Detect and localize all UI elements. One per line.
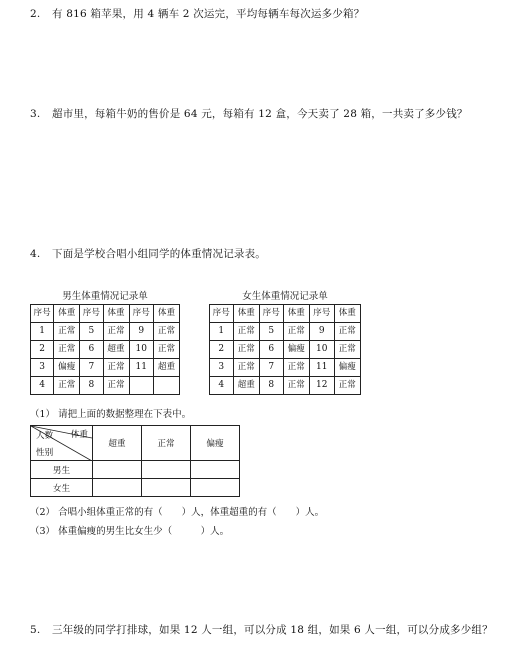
weight-cell: 偏瘦 (334, 359, 360, 377)
column-header: 序号 (309, 305, 334, 323)
column-header: 序号 (259, 305, 283, 323)
weight-cell: 偏瘦 (283, 341, 309, 359)
id-cell: 3 (31, 359, 54, 377)
column-header: 体重 (153, 305, 179, 323)
column-header: 正常 (142, 426, 191, 461)
weight-cell: 正常 (54, 323, 80, 341)
answer-cell[interactable] (191, 479, 240, 497)
question-3 (30, 106, 468, 121)
boys-table-title: 男生体重情况记录单 (62, 291, 148, 302)
column-header: 体重 (233, 305, 259, 323)
weight-cell: 正常 (103, 359, 129, 377)
question-2 (30, 6, 364, 21)
id-cell: 6 (80, 341, 103, 359)
id-cell: 5 (80, 323, 103, 341)
id-cell: 1 (31, 323, 54, 341)
weight-cell: 正常 (334, 323, 360, 341)
answer-cell[interactable] (142, 479, 191, 497)
id-cell: 6 (259, 341, 283, 359)
table-row (31, 377, 180, 395)
question-number: 5. (30, 624, 41, 636)
weight-cell: 正常 (153, 341, 179, 359)
summary-table (30, 425, 240, 497)
question-number: 2. (30, 8, 41, 20)
girls-table-title: 女生体重情况记录单 (242, 291, 328, 302)
table-row (210, 377, 361, 395)
question-number: 4. (30, 248, 41, 260)
row-header: 男生 (31, 461, 93, 479)
id-cell: 10 (309, 341, 334, 359)
id-cell: 9 (309, 323, 334, 341)
id-cell: 12 (309, 377, 334, 395)
girls-weight-table (209, 304, 361, 395)
column-header: 序号 (210, 305, 234, 323)
sub-question-2: （2） 合唱小组体重正常的有（ ）人，体重超重的有（ ）人。 (30, 507, 325, 518)
weight-cell: 正常 (153, 323, 179, 341)
answer-cell[interactable] (93, 479, 142, 497)
table-row (31, 341, 180, 359)
sub-question-1: （1） 请把上面的数据整理在下表中。 (30, 409, 192, 420)
sub-question-3: （3） 体重偏瘦的男生比女生少（ ）人。 (30, 526, 230, 537)
id-cell (129, 377, 153, 395)
question-5 (30, 622, 493, 637)
id-cell: 10 (129, 341, 153, 359)
id-cell: 7 (80, 359, 103, 377)
diag-count-label: 人数 (36, 431, 54, 441)
diagonal-header-cell (31, 426, 93, 461)
id-cell: 4 (210, 377, 234, 395)
weight-cell: 正常 (54, 377, 80, 395)
weight-cell: 正常 (334, 377, 360, 395)
id-cell: 7 (259, 359, 283, 377)
answer-cell[interactable] (142, 461, 191, 479)
answer-cell[interactable] (191, 461, 240, 479)
weight-cell: 正常 (233, 323, 259, 341)
weight-cell: 正常 (283, 377, 309, 395)
weight-cell: 正常 (233, 359, 259, 377)
weight-cell: 超重 (103, 341, 129, 359)
weight-cell: 偏瘦 (54, 359, 80, 377)
table-row (31, 359, 180, 377)
id-cell: 1 (210, 323, 234, 341)
weight-cell: 正常 (283, 323, 309, 341)
table-row (210, 341, 361, 359)
question-text: 三年级的同学打排球，如果 12 人一组，可以分成 18 组，如果 6 人一组，可以分成多少组？ (52, 624, 493, 636)
question-text: 下面是学校合唱小组同学的体重情况记录表。 (52, 248, 266, 260)
question-text: 有 816 箱苹果，用 4 辆车 2 次运完，平均每辆车每次运多少箱？ (52, 8, 365, 20)
weight-cell: 正常 (233, 341, 259, 359)
question-text: 超市里，每箱牛奶的售价是 64 元，每箱有 12 盒，今天卖了 28 箱，一共卖了多少钱？ (52, 108, 468, 120)
answer-cell[interactable] (93, 461, 142, 479)
weight-cell (153, 377, 179, 395)
column-header: 序号 (129, 305, 153, 323)
id-cell: 11 (129, 359, 153, 377)
weight-cell: 正常 (103, 323, 129, 341)
id-cell: 2 (210, 341, 234, 359)
question-4 (30, 246, 266, 261)
weight-cell: 超重 (233, 377, 259, 395)
column-header: 体重 (54, 305, 80, 323)
id-cell: 8 (259, 377, 283, 395)
id-cell: 2 (31, 341, 54, 359)
weight-cell: 正常 (283, 359, 309, 377)
column-header: 偏瘦 (191, 426, 240, 461)
weight-cell: 正常 (334, 341, 360, 359)
diag-weight-label: 体重 (70, 430, 88, 440)
diag-gender-label: 性别 (36, 448, 54, 458)
id-cell: 4 (31, 377, 54, 395)
column-header: 体重 (103, 305, 129, 323)
id-cell: 11 (309, 359, 334, 377)
row-header: 女生 (31, 479, 93, 497)
table-row (31, 323, 180, 341)
column-header: 序号 (80, 305, 103, 323)
column-header: 体重 (283, 305, 309, 323)
weight-cell: 正常 (54, 341, 80, 359)
id-cell: 3 (210, 359, 234, 377)
id-cell: 8 (80, 377, 103, 395)
column-header: 超重 (93, 426, 142, 461)
table-row (210, 323, 361, 341)
id-cell: 5 (259, 323, 283, 341)
column-header: 序号 (31, 305, 54, 323)
id-cell: 9 (129, 323, 153, 341)
weight-cell: 正常 (103, 377, 129, 395)
column-header: 体重 (334, 305, 360, 323)
boys-weight-table (30, 304, 180, 395)
table-row (210, 359, 361, 377)
question-number: 3. (30, 108, 41, 120)
weight-cell: 超重 (153, 359, 179, 377)
